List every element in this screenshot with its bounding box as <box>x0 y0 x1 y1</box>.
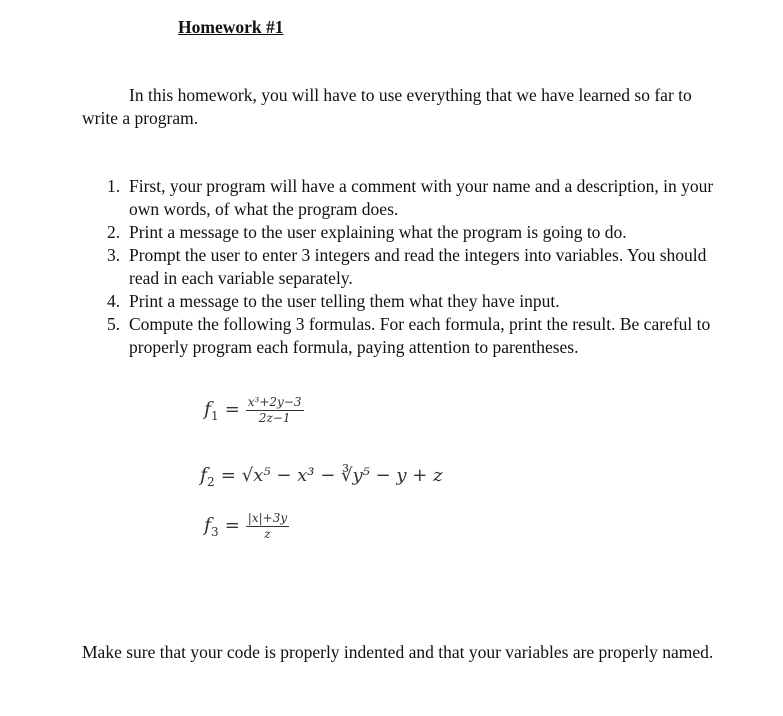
list-item <box>107 313 717 359</box>
instruction-list <box>107 175 717 359</box>
formula-f2-expression: √x⁵ − x³ − ∛y⁵ − y + z <box>241 465 443 486</box>
closing-paragraph: Make sure that your code is properly indented and that your variables are properly named. <box>82 642 714 662</box>
formula-f3-numerator: |x|+3y <box>247 511 288 525</box>
equals-sign: = <box>224 399 240 420</box>
formula-f1-denominator: 2z−1 <box>258 411 291 425</box>
formula-f1-name: $f_1$ <box>204 398 219 423</box>
formula-f3-name: $f_3$ <box>204 514 219 539</box>
list-item-number: 2. <box>107 222 121 242</box>
list-item-text: Print a message to the user telling them what they have input. <box>129 291 560 311</box>
intro-paragraph: In this homework, you will have to use everything that we have learned so far to write a program. <box>82 85 692 128</box>
list-item-text: Compute the following 3 formulas. For each formula, print the result. Be careful to properly program each formula, paying attention to parentheses. <box>129 314 711 357</box>
formula-f2 <box>200 464 443 494</box>
homework-title: Homework #1 <box>178 17 284 37</box>
list-item-number: 5. <box>107 314 121 334</box>
formula-f3 <box>204 512 289 544</box>
list-item-text: Prompt the user to enter 3 integers and read the integers into variables. You should read in each variable separately. <box>129 245 707 288</box>
list-item-text: Print a message to the user explaining what the program is going to do. <box>129 222 627 242</box>
list-item-number: 4. <box>107 291 121 311</box>
list-item <box>107 290 717 313</box>
equals-sign: = <box>220 465 236 486</box>
list-item-number: 1. <box>107 176 121 196</box>
list-item <box>107 221 717 244</box>
formula-f2-name: $f_2$ <box>200 464 215 489</box>
list-item-text: First, your program will have a comment with your name and a description, in your own words, of what the program does. <box>129 176 714 219</box>
list-item <box>107 175 717 221</box>
list-item <box>107 244 717 290</box>
formula-f3-denominator: z <box>264 527 271 541</box>
list-item-number: 3. <box>107 245 121 265</box>
formula-f1 <box>204 396 304 428</box>
formula-f1-numerator: x³+2y−3 <box>247 395 302 409</box>
equals-sign: = <box>224 515 240 536</box>
formula-f3-fraction <box>246 512 289 541</box>
formula-f1-fraction <box>246 396 304 425</box>
